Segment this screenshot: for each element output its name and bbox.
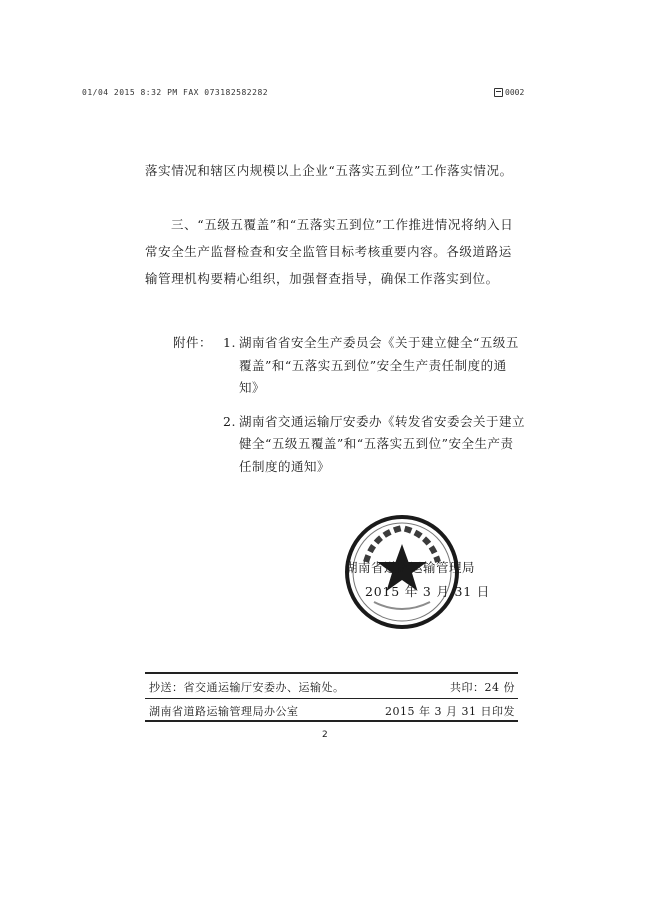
attachment-item xyxy=(223,332,525,400)
attachment-number: 1. xyxy=(223,335,236,350)
paragraph-continuation: 落实情况和辖区内规模以上企业“五落实五到位”工作落实情况。 xyxy=(145,163,513,178)
footer-issue-row xyxy=(149,703,515,719)
signing-organization: 湖南省道路运输管理局 xyxy=(345,560,476,575)
page-number: 2 xyxy=(322,730,328,740)
paragraph-item-three: 三、“五级五覆盖”和“五落实五到位”工作推进情况将纳入日常安全生产监督检查和安全监管目标考核重要内容。各级道路运输管理机构要精心组织，加强督查指导，确保工作落实到位。 xyxy=(145,217,514,286)
signing-date: 2015 年 3 月 31 日 xyxy=(365,584,491,599)
fax-page-icon xyxy=(494,88,503,97)
fax-page-label: 0002 xyxy=(505,88,525,97)
attachment-number: 2. xyxy=(223,413,236,429)
attachment-item xyxy=(223,411,525,479)
cc-recipients: 抄送：省交通运输厅安委办、运输处。 xyxy=(149,681,345,694)
print-copies: 共印：24 份 xyxy=(450,681,515,694)
attachments xyxy=(173,332,525,478)
issue-date: 2015 年 3 月 31 日印发 xyxy=(385,705,515,718)
attachment-row xyxy=(173,411,525,479)
footer-cc-row xyxy=(149,679,515,695)
attachment-title: 湖南省省安全生产委员会《关于建立健全“五级五覆盖”和“五落实五到位”安全生产责任制度的通知》 xyxy=(239,335,519,395)
attachments-label: 附件： xyxy=(173,335,213,350)
attachment-row xyxy=(173,332,525,400)
fax-header: 01/04 2015 8:32 PM FAX 073182582282 xyxy=(82,88,269,97)
footer-rule-middle xyxy=(145,698,518,699)
issuing-office: 湖南省道路运输管理局办公室 xyxy=(149,705,299,718)
footer-rule-top xyxy=(145,672,518,674)
footer-rule-bottom xyxy=(145,720,518,722)
attachment-title: 湖南省交通运输厅安委办《转发省安委会关于建立健全“五级五覆盖”和“五落实五到位”安全生产责任制度的通知》 xyxy=(239,413,526,474)
fax-page-number xyxy=(494,88,524,97)
